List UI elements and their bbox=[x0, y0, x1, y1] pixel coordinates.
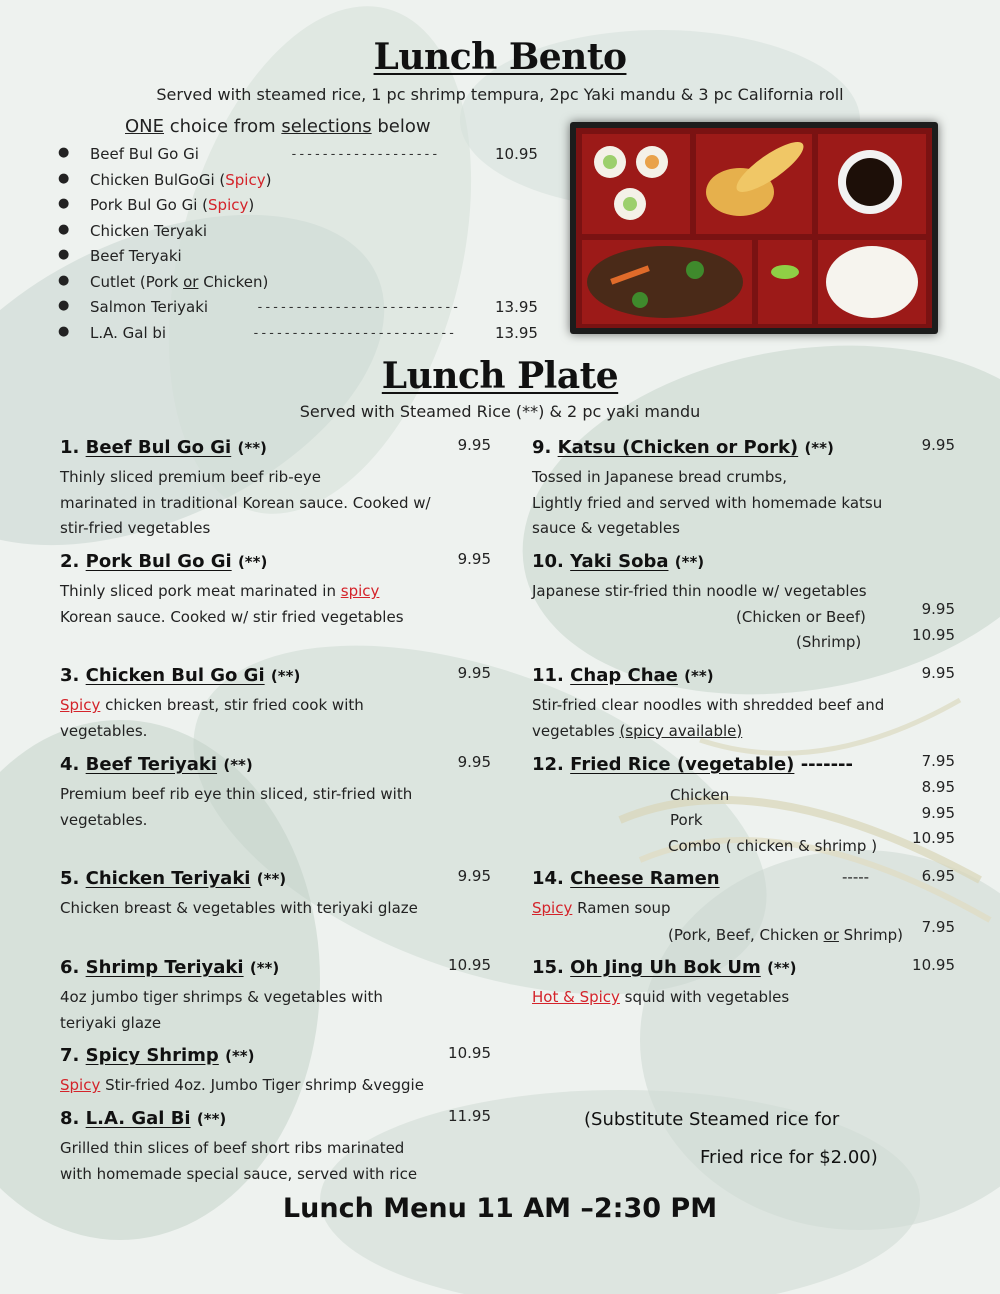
plate-item-price: 8.95 bbox=[921, 778, 955, 796]
plate-item-desc: Chicken breast & vegetables with teriyaki glaze bbox=[60, 899, 418, 917]
plate-item-price: 9.95 bbox=[457, 436, 491, 454]
bento-item bbox=[0, 171, 570, 193]
plate-item-price: 9.95 bbox=[457, 867, 491, 885]
spicy-label: Spicy bbox=[532, 899, 573, 917]
plate-item-option: (Shrimp) bbox=[796, 633, 862, 651]
plate-item-option: Combo ( chicken & shrimp ) bbox=[668, 837, 878, 855]
plate-item-option: Chicken bbox=[670, 786, 730, 804]
bullet-icon: ● bbox=[58, 145, 70, 160]
bento-item-price: 13.95 bbox=[495, 324, 538, 342]
plate-item-title: 10. Yaki Soba (**) bbox=[532, 551, 705, 572]
spicy-label: Spicy bbox=[208, 196, 249, 214]
plate-item-desc: Thinly sliced pork meat marinated in spicy Korean sauce. Cooked w/ stir fried vegetables bbox=[60, 582, 404, 626]
bento-item-name: Chicken Teryaki bbox=[90, 222, 207, 240]
plate-item-price: 10.95 bbox=[448, 956, 491, 974]
substitute-note-line2: Fried rice for $2.00) bbox=[700, 1147, 878, 1168]
bento-item-name: Chicken BulGoGi (Spicy) bbox=[90, 171, 272, 189]
plate-item-price: 10.95 bbox=[912, 626, 955, 644]
plate-item-title: 4. Beef Teriyaki (**) bbox=[60, 754, 253, 775]
plate-item-desc: Hot & Spicy squid with vegetables bbox=[532, 988, 790, 1006]
bullet-icon: ● bbox=[58, 196, 70, 211]
bento-item-name: L.A. Gal bi bbox=[90, 324, 167, 342]
spicy-label: Spicy bbox=[60, 1076, 101, 1094]
plate-item-desc: 4oz jumbo tiger shrimps & vegetables with teriyaki glaze bbox=[60, 988, 383, 1032]
choice-one: ONE bbox=[125, 116, 165, 137]
bento-item-name: Pork Bul Go Gi (Spicy) bbox=[90, 196, 255, 214]
spicy-label: Spicy bbox=[60, 696, 101, 714]
plate-item-price: 10.95 bbox=[448, 1044, 491, 1062]
bullet-icon: ● bbox=[58, 222, 70, 237]
bento-item-dash: -------------------------- bbox=[252, 326, 456, 341]
plate-item-option: Pork bbox=[670, 811, 703, 829]
plate-item-desc: Thinly sliced premium beef rib-eye marinated in traditional Korean sauce. Cooked w/ stir-fried vegetables bbox=[60, 468, 431, 537]
plate-item-desc: Japanese stir-fried thin noodle w/ vegetables bbox=[532, 582, 867, 600]
plate-item-desc: Premium beef rib eye thin sliced, stir-fried with vegetables. bbox=[60, 785, 413, 829]
plate-item-title: 3. Chicken Bul Go Gi (**) bbox=[60, 665, 301, 686]
plate-item-price: 6.95 bbox=[921, 867, 955, 885]
bento-item bbox=[0, 298, 570, 320]
plate-item-title: 8. L.A. Gal Bi (**) bbox=[60, 1108, 227, 1129]
bento-title: Lunch Bento bbox=[373, 36, 627, 78]
bullet-icon: ● bbox=[58, 247, 70, 262]
plate-item-title: 7. Spicy Shrimp (**) bbox=[60, 1045, 255, 1066]
plate-item-desc: Spicy Ramen soup bbox=[532, 899, 671, 917]
plate-item-option: (Chicken or Beef) bbox=[736, 608, 866, 626]
plate-item-desc: Spicy chicken breast, stir fried cook with vegetables. bbox=[60, 696, 364, 740]
plate-item-price: 9.95 bbox=[921, 664, 955, 682]
plate-item-price: 10.95 bbox=[912, 956, 955, 974]
plate-item-price: 9.95 bbox=[457, 550, 491, 568]
plate-item-dash: ----- bbox=[842, 868, 870, 886]
plate-item-title: 11. Chap Chae (**) bbox=[532, 665, 714, 686]
bento-item bbox=[0, 324, 570, 346]
plate-item-title: 2. Pork Bul Go Gi (**) bbox=[60, 551, 268, 572]
bullet-icon: ● bbox=[58, 171, 70, 186]
bullet-icon: ● bbox=[58, 298, 70, 313]
plate-item-option: (Pork, Beef, Chicken or Shrimp) bbox=[668, 926, 904, 944]
plate-item-price: 10.95 bbox=[912, 829, 955, 847]
choice-below: below bbox=[371, 116, 431, 137]
bento-item-name: Beef Teryaki bbox=[90, 247, 182, 265]
bento-item-price: 13.95 bbox=[495, 298, 538, 316]
plate-item-desc: Tossed in Japanese bread crumbs, Lightly fried and served with homemade katsu sauce & vegetables bbox=[532, 468, 883, 537]
spicy-label: Spicy bbox=[225, 171, 266, 189]
lunch-hours: Lunch Menu 11 AM –2:30 PM bbox=[282, 1193, 718, 1224]
plate-item-price: 9.95 bbox=[921, 600, 955, 618]
spicy-label: Hot & Spicy bbox=[532, 988, 620, 1006]
plate-item-price: 11.95 bbox=[448, 1107, 491, 1125]
bento-item bbox=[0, 273, 570, 295]
plate-title: Lunch Plate bbox=[381, 355, 619, 397]
plate-item-title: 9. Katsu (Chicken or Pork) (**) bbox=[532, 437, 834, 458]
bento-item-dash: ------------------- bbox=[290, 147, 439, 162]
bento-box-illustration bbox=[570, 122, 938, 334]
plate-item-price: 9.95 bbox=[457, 753, 491, 771]
bento-choice-heading bbox=[125, 116, 431, 137]
bullet-icon: ● bbox=[58, 273, 70, 288]
bento-subtitle: Served with steamed rice, 1 pc shrimp tempura, 2pc Yaki mandu & 3 pc California roll bbox=[156, 85, 844, 104]
plate-item-title: 14. Cheese Ramen bbox=[532, 868, 720, 889]
bento-item-dash: -------------------------- bbox=[256, 300, 460, 315]
plate-subtitle: Served with Steamed Rice (**) & 2 pc yaki mandu bbox=[299, 402, 701, 421]
bento-item-name: Cutlet (Pork or Chicken) bbox=[90, 273, 269, 291]
bento-item bbox=[0, 222, 570, 244]
plate-item-title: 12. Fried Rice (vegetable) ------- bbox=[532, 754, 853, 775]
bullet-icon: ● bbox=[58, 324, 70, 339]
bento-item bbox=[0, 196, 570, 218]
bento-item bbox=[0, 247, 570, 269]
plate-item-price: 9.95 bbox=[921, 436, 955, 454]
plate-item-price: 7.95 bbox=[921, 752, 955, 770]
bento-item-name: Beef Bul Go Gi bbox=[90, 145, 199, 163]
plate-item-price: 7.95 bbox=[921, 918, 955, 936]
spicy-label: spicy bbox=[340, 582, 380, 600]
choice-from: choice from bbox=[164, 116, 282, 137]
substitute-note-line1: (Substitute Steamed rice for bbox=[584, 1109, 840, 1130]
bento-box-photo bbox=[570, 122, 938, 334]
plate-item-desc: Grilled thin slices of beef short ribs marinated with homemade special sauce, served with rice bbox=[60, 1139, 418, 1183]
plate-item-title: 15. Oh Jing Uh Bok Um (**) bbox=[532, 957, 797, 978]
plate-item-price: 9.95 bbox=[457, 664, 491, 682]
plate-item-desc: Stir-fried clear noodles with shredded beef and vegetables (spicy available) bbox=[532, 696, 885, 740]
plate-item-title: 1. Beef Bul Go Gi (**) bbox=[60, 437, 267, 458]
bento-item-price: 10.95 bbox=[495, 145, 538, 163]
plate-item-desc: Spicy Stir-fried 4oz. Jumbo Tiger shrimp &veggie bbox=[60, 1076, 424, 1094]
plate-item-title: 5. Chicken Teriyaki (**) bbox=[60, 868, 287, 889]
bento-item-name: Salmon Teriyaki bbox=[90, 298, 209, 316]
bento-item bbox=[0, 145, 570, 167]
plate-item-price: 9.95 bbox=[921, 804, 955, 822]
choice-selections: selections bbox=[281, 116, 372, 137]
plate-item-title: 6. Shrimp Teriyaki (**) bbox=[60, 957, 280, 978]
